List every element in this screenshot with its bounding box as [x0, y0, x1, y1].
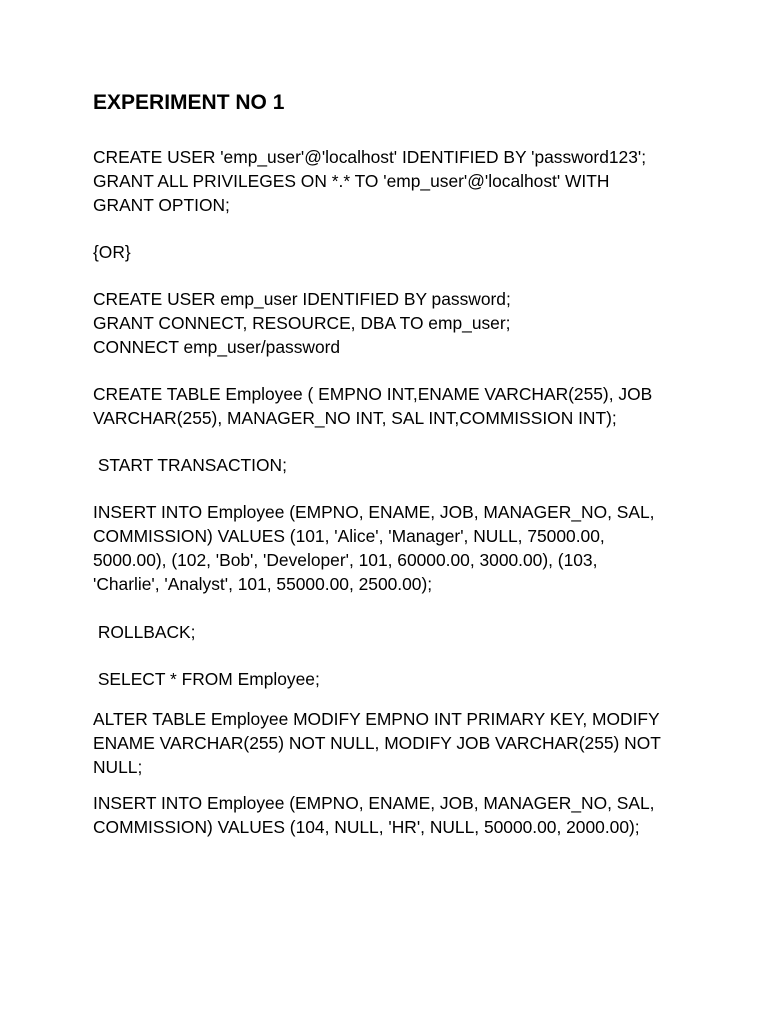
- create-user-alt-line: CREATE USER emp_user IDENTIFIED BY password;: [93, 289, 511, 309]
- alter-table-line: NULL;: [93, 757, 143, 777]
- document-title: EXPERIMENT NO 1: [93, 91, 285, 114]
- insert-null-line: COMMISSION) VALUES (104, NULL, 'HR', NULL, 50000.00, 2000.00);: [93, 817, 640, 837]
- alter-table-line: ALTER TABLE Employee MODIFY EMPNO INT PRIMARY KEY, MODIFY: [93, 709, 660, 729]
- insert-line: 5000.00), (102, 'Bob', 'Developer', 101, 60000.00, 3000.00), (103,: [93, 550, 598, 570]
- insert-line: 'Charlie', 'Analyst', 101, 55000.00, 2500.00);: [93, 574, 433, 594]
- grant-option-line: GRANT OPTION;: [93, 195, 230, 215]
- insert-line: INSERT INTO Employee (EMPNO, ENAME, JOB, MANAGER_NO, SAL,: [93, 502, 655, 522]
- alter-table-line: ENAME VARCHAR(255) NOT NULL, MODIFY JOB VARCHAR(255) NOT: [93, 733, 661, 753]
- select-line: SELECT * FROM Employee;: [93, 669, 320, 689]
- grant-connect-line: GRANT CONNECT, RESOURCE, DBA TO emp_user;: [93, 313, 511, 333]
- create-user-line: CREATE USER 'emp_user'@'localhost' IDENTIFIED BY 'password123';: [93, 147, 647, 167]
- create-table-line: VARCHAR(255), MANAGER_NO INT, SAL INT,COMMISSION INT);: [93, 408, 617, 428]
- create-table-line: CREATE TABLE Employee ( EMPNO INT,ENAME VARCHAR(255), JOB: [93, 384, 653, 404]
- insert-line: COMMISSION) VALUES (101, 'Alice', 'Manager', NULL, 75000.00,: [93, 526, 605, 546]
- rollback-line: ROLLBACK;: [93, 622, 196, 642]
- start-transaction-line: START TRANSACTION;: [93, 455, 287, 475]
- connect-line: CONNECT emp_user/password: [93, 337, 341, 357]
- insert-null-line: INSERT INTO Employee (EMPNO, ENAME, JOB, MANAGER_NO, SAL,: [93, 793, 655, 813]
- or-separator: {OR}: [93, 242, 131, 262]
- grant-privileges-line: GRANT ALL PRIVILEGES ON *.* TO 'emp_user'@'localhost' WITH: [93, 171, 610, 191]
